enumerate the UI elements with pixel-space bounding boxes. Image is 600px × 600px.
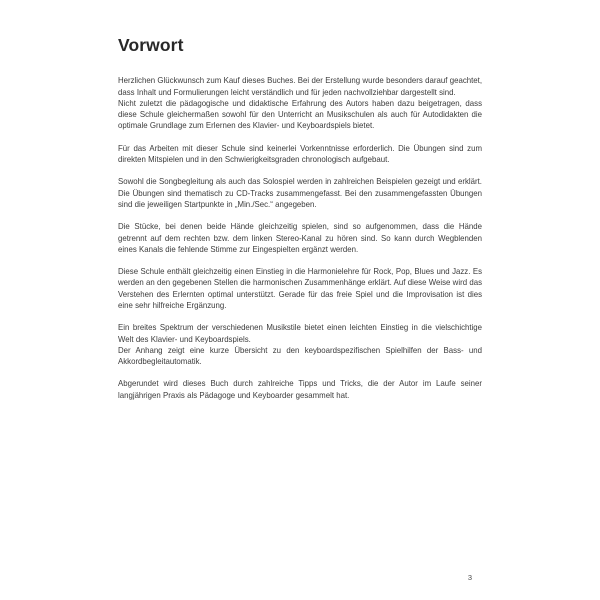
text-block bbox=[118, 176, 482, 210]
text-block bbox=[118, 75, 482, 131]
page-title: Vorwort bbox=[118, 35, 184, 55]
page-number: 3 bbox=[467, 573, 472, 582]
paragraph: Für das Arbeiten mit dieser Schule sind keinerlei Vorkenntnisse erforderlich. Die Übungen sind zum direkten Mitspielen und in den Schwierigkeitsgraden chronologisch aufgebaut. bbox=[118, 143, 482, 165]
paragraph: Der Anhang zeigt eine kurze Übersicht zu den keyboardspezifischen Spielhilfen der Bass- und Akkordbegleitautomatik. bbox=[118, 345, 482, 367]
page-content bbox=[118, 36, 482, 401]
paragraph: Ein breites Spektrum der verschiedenen Musikstile bietet einen leichten Einstieg in die vielschichtige Welt des Klavier- und Keyboardspiels. bbox=[118, 323, 482, 344]
paragraph: Diese Schule enthält gleichzeitig einen Einstieg in die Harmonielehre für Rock, Pop, Blues und Jazz. Es werden an den gegebenen Stellen die harmonischen Zusammenhänge erklärt. Auf diese Weise wird das Verstehen des Erlernten optimal unterstützt. Gerade für das freie Spiel und die Improvisation ist dies eine sehr hilfreiche Ergänzung. bbox=[118, 267, 482, 310]
paragraph: Herzlichen Glückwunsch zum Kauf dieses Buches. Bei der Erstellung wurde besonders darauf geachtet, dass Inhalt und Formulierungen leicht verständlich und für jeden nachvollziehbar dargestellt sind. bbox=[118, 76, 482, 97]
paragraph: Sowohl die Songbegleitung als auch das Solospiel werden in zahlreichen Beispielen gezeigt und erklärt. Die Übungen sind thematisch zu CD-Tracks zusammengefasst. Bei den zusammengefassten Übungen sind die jeweiligen Startpunkte in „Min./Sec.“ angegeben. bbox=[118, 177, 482, 209]
paragraph: Die Stücke, bei denen beide Hände gleichzeitig spielen, sind so aufgenommen, dass die Hände getrennt auf dem rechten bzw. dem linken Stereo-Kanal zu hören sind. So kann durch Wegblenden eines Kanals die fehlende Stimme zur Eingespielten ergänzt werden. bbox=[118, 222, 482, 254]
paragraph: Nicht zuletzt die pädagogische und didaktische Erfahrung des Autors haben dazu beigetragen, dass diese Schule gleichermaßen sowohl für den Unterricht an Musikschulen als auch für Autodidakten die optimale Grundlage zum Erlernen des Klavier- und Keyboardspiels bietet. bbox=[118, 98, 482, 131]
text-block bbox=[118, 378, 482, 401]
text-block bbox=[118, 266, 482, 311]
text-block bbox=[118, 143, 482, 166]
text-block bbox=[118, 221, 482, 255]
paragraph: Abgerundet wird dieses Buch durch zahlreiche Tipps und Tricks, die der Autor im Laufe seiner langjährigen Praxis als Pädagoge und Keyboarder gesammelt hat. bbox=[118, 379, 482, 400]
text-block bbox=[118, 322, 482, 367]
